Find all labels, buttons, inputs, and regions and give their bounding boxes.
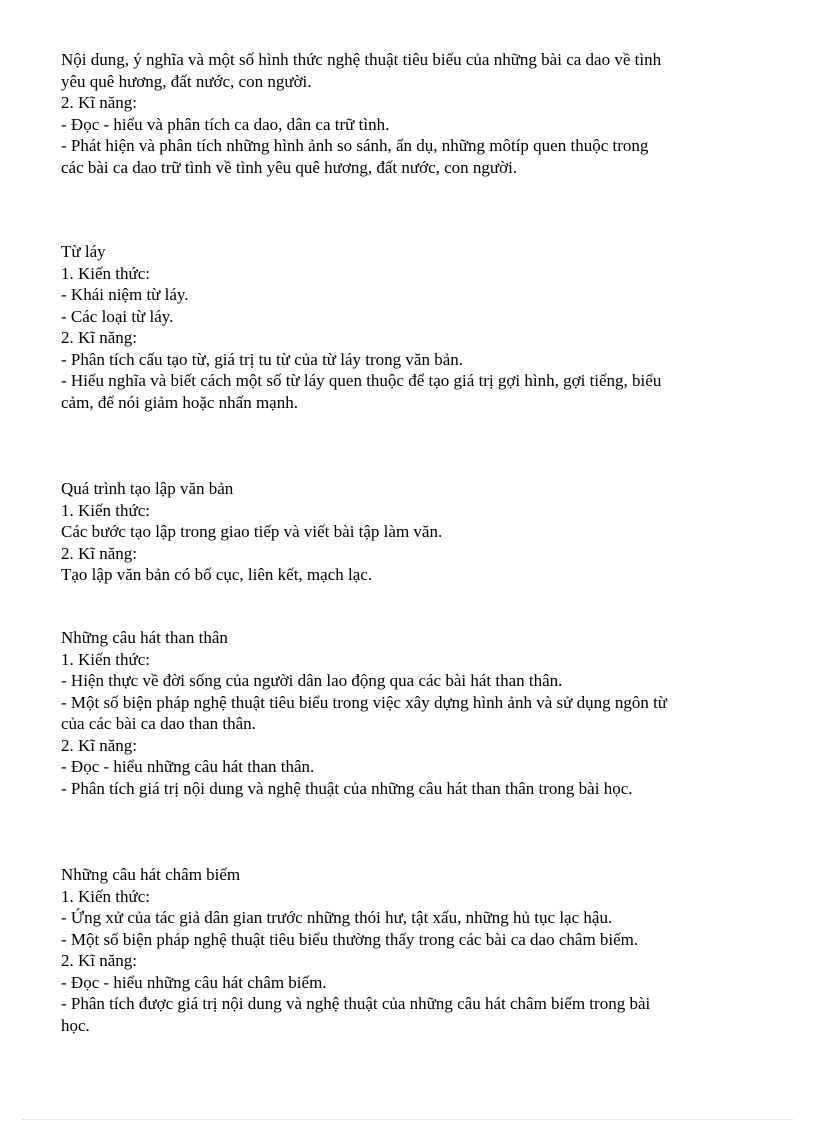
section-heading: Từ láy bbox=[61, 242, 106, 261]
text-line: - Các loại từ láy. bbox=[61, 306, 174, 326]
text-line: - Một số biện pháp nghệ thuật tiêu biểu trong việc xây dựng hình ảnh và sử dụng ngôn từ bbox=[61, 692, 668, 712]
section-ca-dao-tru-tinh bbox=[61, 49, 751, 178]
text-line: - Phân tích cấu tạo từ, giá trị tu từ của từ láy trong văn bản. bbox=[61, 349, 464, 369]
text-line: học. bbox=[61, 1015, 90, 1035]
text-line: - Khái niệm từ láy. bbox=[61, 285, 189, 304]
text-line: - Đọc - hiểu những câu hát than thân. bbox=[61, 757, 315, 776]
text-line: - Đọc - hiểu và phân tích ca dao, dân ca trữ tình. bbox=[61, 114, 390, 134]
text-line: 2. Kĩ năng: bbox=[61, 735, 138, 755]
section-cau-hat-cham-biem bbox=[61, 864, 751, 1036]
section-heading: Những câu hát than thân bbox=[61, 628, 228, 647]
text-line: - Hiện thực về đời sống của người dân lao động qua các bài hát than thân. bbox=[61, 671, 563, 690]
text-line: - Phân tích giá trị nội dung và nghệ thuật của những câu hát than thân trong bài học. bbox=[61, 778, 633, 798]
text-line: - Phân tích được giá trị nội dung và nghệ thuật của những câu hát châm biếm trong bài bbox=[61, 994, 651, 1013]
text-line: - Một số biện pháp nghệ thuật tiêu biểu thường thấy trong các bài ca dao châm biếm. bbox=[61, 929, 639, 949]
section-tu-lay bbox=[61, 241, 751, 413]
text-line: - Ứng xử của tác giả dân gian trước những thói hư, tật xấu, những hủ tục lạc hậu. bbox=[61, 908, 613, 927]
text-line: Nội dung, ý nghĩa và một số hình thức nghệ thuật tiêu biểu của những bài ca dao về tình bbox=[61, 50, 662, 69]
text-line: 2. Kĩ năng: bbox=[61, 543, 138, 563]
text-line: 1. Kiến thức: bbox=[61, 263, 151, 283]
text-line: của các bài ca dao than thân. bbox=[61, 714, 256, 733]
text-line: cảm, để nói giảm hoặc nhấn mạnh. bbox=[61, 392, 298, 412]
section-heading: Quá trình tạo lập văn bản bbox=[61, 479, 234, 498]
text-line: yêu quê hương, đất nước, con người. bbox=[61, 71, 312, 91]
text-line: các bài ca dao trữ tình về tình yêu quê hương, đất nước, con người. bbox=[61, 157, 518, 177]
page-bottom-divider bbox=[22, 1119, 794, 1120]
text-line: 2. Kĩ năng: bbox=[61, 93, 138, 112]
text-line: - Hiểu nghĩa và biết cách một số từ láy quen thuộc để tạo giá trị gợi hình, gợi tiếng, biểu bbox=[61, 371, 662, 390]
text-line: 1. Kiến thức: bbox=[61, 886, 151, 906]
text-line: Tạo lập văn bản có bố cục, liên kết, mạch lạc. bbox=[61, 565, 373, 584]
section-qua-trinh-tao-lap-van-ban bbox=[61, 478, 751, 586]
section-heading: Những câu hát châm biếm bbox=[61, 865, 241, 884]
text-line: Các bước tạo lập trong giao tiếp và viết bài tập làm văn. bbox=[61, 522, 443, 541]
section-cau-hat-than-than bbox=[61, 627, 751, 799]
text-line: 1. Kiến thức: bbox=[61, 649, 151, 669]
text-line: - Phát hiện và phân tích những hình ảnh so sánh, ẩn dụ, những môtíp quen thuộc trong bbox=[61, 136, 649, 155]
text-line: 2. Kĩ năng: bbox=[61, 951, 138, 970]
text-line: 1. Kiến thức: bbox=[61, 500, 151, 520]
text-line: 2. Kĩ năng: bbox=[61, 328, 138, 347]
text-line: - Đọc - hiểu những câu hát châm biếm. bbox=[61, 972, 327, 992]
